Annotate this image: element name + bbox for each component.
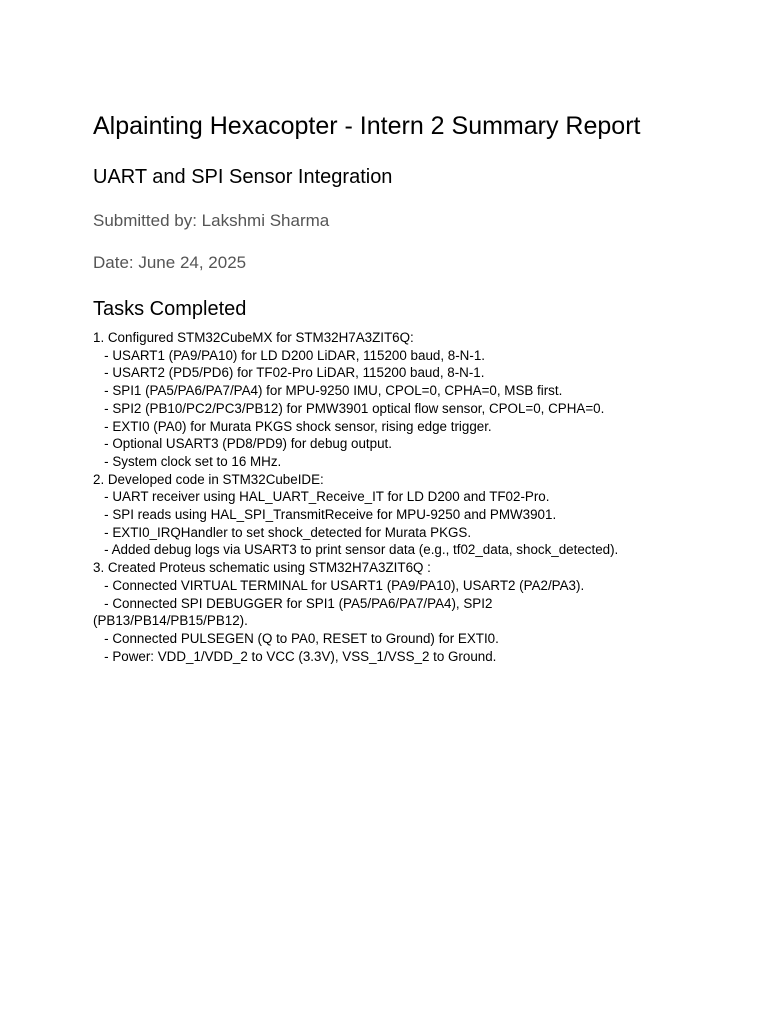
tasks-list [93, 329, 753, 665]
section-heading-tasks: Tasks Completed [93, 298, 247, 320]
task-line: 3. Created Proteus schematic using STM32H7A3ZIT6Q : [93, 560, 431, 576]
task-line: - Connected PULSEGEN (Q to PA0, RESET to Ground) for EXTI0. [93, 630, 499, 646]
task-line: - EXTI0 (PA0) for Murata PKGS shock sensor, rising edge trigger. [93, 418, 492, 434]
task-line: - USART1 (PA9/PA10) for LD D200 LiDAR, 115200 baud, 8-N-1. [93, 347, 485, 363]
task-line: 2. Developed code in STM32CubeIDE: [93, 471, 324, 487]
report-subtitle: UART and SPI Sensor Integration [93, 166, 393, 188]
report-title: Alpainting Hexacopter - Intern 2 Summary Report [93, 112, 641, 140]
task-line: - USART2 (PD5/PD6) for TF02-Pro LiDAR, 115200 baud, 8-N-1. [93, 365, 485, 381]
task-line: - UART receiver using HAL_UART_Receive_IT for LD D200 and TF02-Pro. [93, 489, 550, 505]
task-line: 1. Configured STM32CubeMX for STM32H7A3ZIT6Q: [93, 330, 414, 345]
task-line: - SPI1 (PA5/PA6/PA7/PA4) for MPU-9250 IMU, CPOL=0, CPHA=0, MSB first. [93, 383, 563, 399]
task-line: - EXTI0_IRQHandler to set shock_detected for Murata PKGS. [93, 524, 472, 540]
submitted-by: Submitted by: Lakshmi Sharma [93, 211, 330, 230]
task-line: (PB13/PB14/PB15/PB12). [93, 613, 248, 629]
task-line: - Connected VIRTUAL TERMINAL for USART1 (PA9/PA10), USART2 (PA2/PA3). [93, 577, 585, 593]
task-line: - Optional USART3 (PD8/PD9) for debug output. [93, 436, 392, 452]
task-line: - Connected SPI DEBUGGER for SPI1 (PA5/PA6/PA7/PA4), SPI2 [93, 595, 493, 611]
task-line: - SPI2 (PB10/PC2/PC3/PB12) for PMW3901 optical flow sensor, CPOL=0, CPHA=0. [93, 400, 605, 416]
task-line: - SPI reads using HAL_SPI_TransmitReceive for MPU-9250 and PMW3901. [93, 507, 557, 523]
task-line: - Added debug logs via USART3 to print sensor data (e.g., tf02_data, shock_detected). [93, 542, 619, 558]
task-line: - System clock set to 16 MHz. [93, 453, 282, 469]
report-date: Date: June 24, 2025 [93, 253, 247, 272]
task-line: - Power: VDD_1/VDD_2 to VCC (3.3V), VSS_1/VSS_2 to Ground. [93, 648, 497, 664]
